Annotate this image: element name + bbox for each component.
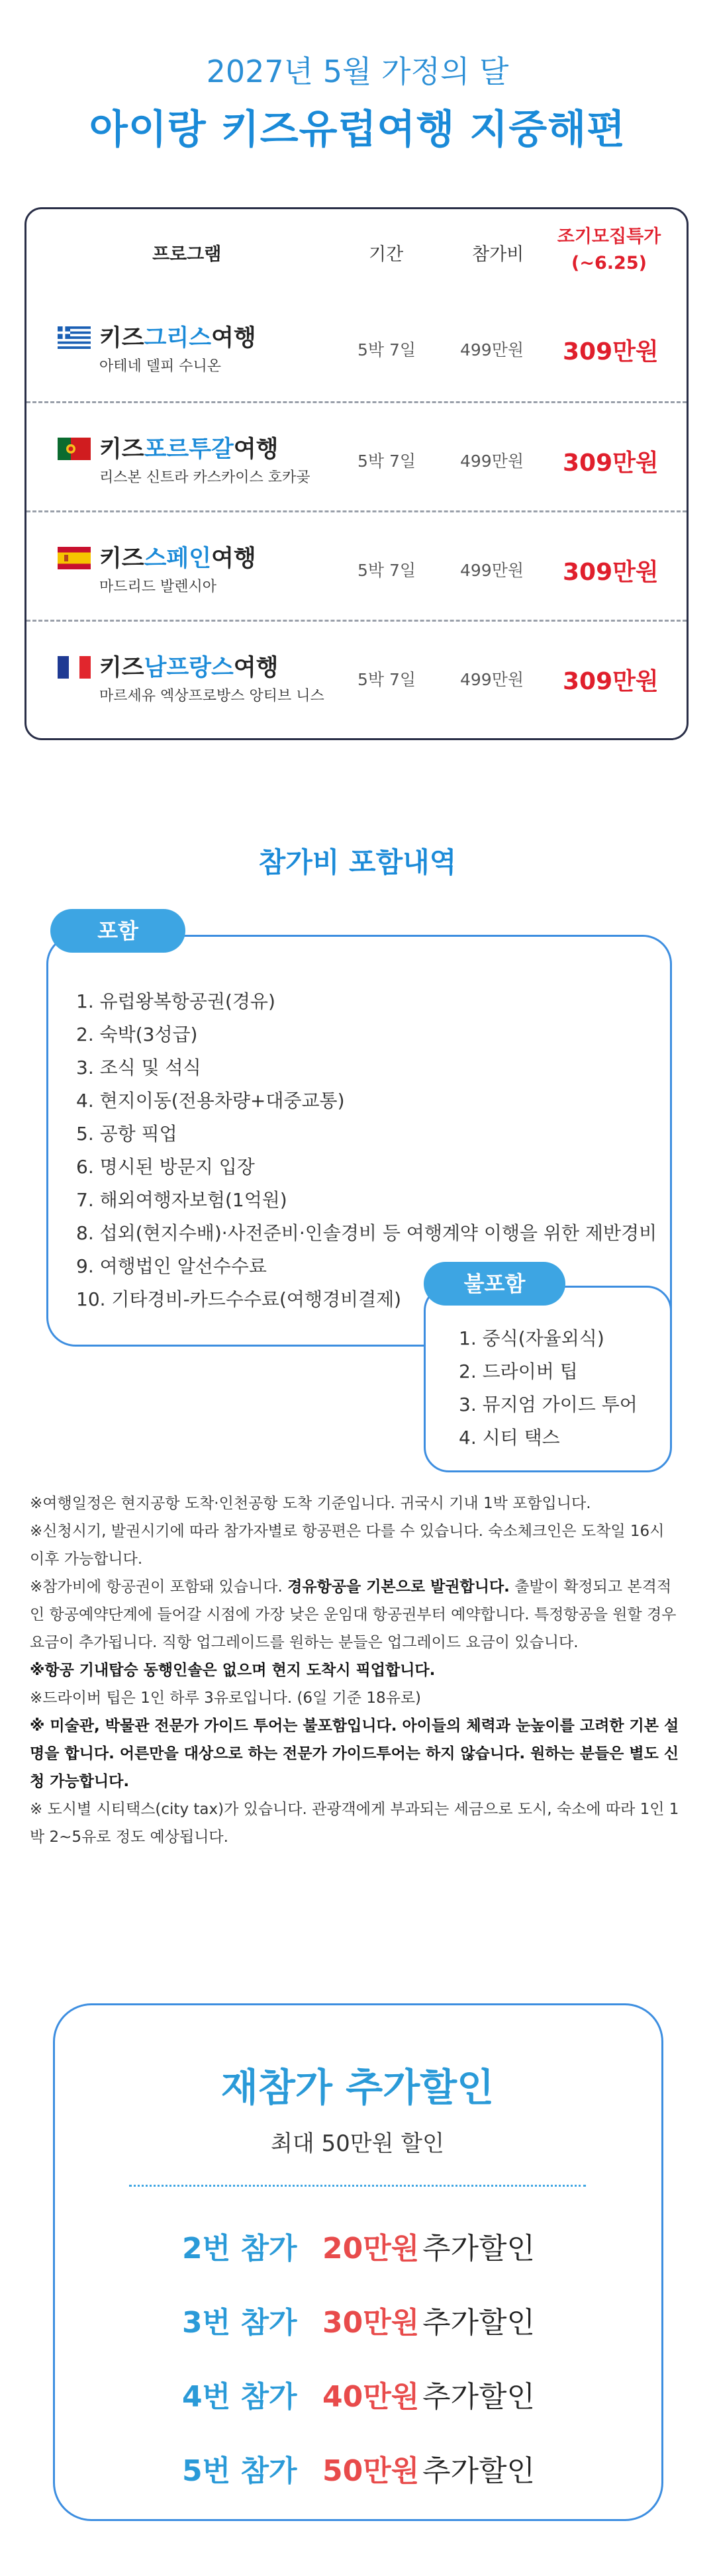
discount-count: 2번 참가 [182,2232,297,2266]
list-item: 7. 해외여행자보험(1억원) [76,1189,287,1211]
header-subtitle: 2027년 5월 가정의 달 [206,54,509,89]
note: ※여행일정은 현지공항 도착·인천공항 도착 기준입니다. 귀국시 기내 1박 포함입니다. [30,1495,591,1512]
header-early-price: 조기모집특가 (~6.25) [557,226,661,273]
program-fee: 499만원 [460,670,524,689]
header-duration: 기간 [369,244,404,265]
list-item: 8. 섭외(현지수배)·사전준비·인솔경비 등 여행계약 이행을 위한 제반경비 [76,1222,657,1244]
discount-amount: 50만원 [322,2454,420,2488]
table-row [26,401,687,512]
discount-text: 추가할인 [422,2454,536,2488]
program-duration: 5박 7일 [358,340,416,359]
spain-flag-icon [58,547,91,569]
table-row [26,292,687,401]
note: ※ 도시별 시티택스(city tax)가 있습니다. 관광객에게 부과되는 세금으로 도시, 숙소에 따라 1인 1박 2~5유로 정도 예상됩니다. [30,1801,679,1846]
portugal-flag-icon [58,438,91,460]
program-price: 309만원 [563,668,659,695]
divider [129,2185,586,2187]
discount-count: 4번 참가 [182,2380,297,2414]
list-item: 5. 공항 픽업 [76,1123,177,1145]
program-cities: 마르세유 엑상프로방스 앙티브 니스 [99,688,324,704]
program-duration: 5박 7일 [358,561,416,580]
discount-amount: 40만원 [322,2380,420,2414]
list-item: 6. 명시된 방문지 입장 [76,1156,255,1178]
discount-amount: 30만원 [322,2306,420,2340]
program-price: 309만원 [563,559,659,586]
included-list [76,985,657,1316]
list-item: 1. 유럽왕복항공권(경유) [76,990,275,1012]
program-name: 키즈포르투갈여행 [99,436,279,463]
discount-amount: 20만원 [322,2232,420,2266]
discount-row [182,2447,579,2487]
inclusions-title: 참가비 포함내역 [258,846,457,879]
program-cities: 마드리드 발렌시아 [99,579,217,595]
program-cities: 리스본 신트라 카스카이스 호카곶 [99,469,310,486]
program-fee: 499만원 [460,561,524,580]
program-cities: 아테네 델피 수니온 [99,358,222,375]
excluded-label: 불포함 [424,1262,565,1306]
list-item: 3. 조식 및 석식 [76,1057,201,1078]
list-item: 9. 여행법인 알선수수료 [76,1255,267,1277]
program-price: 309만원 [563,450,659,477]
table-row [26,620,687,731]
discount-subtitle: 최대 50만원 할인 [271,2130,444,2157]
program-fee: 499만원 [460,340,524,359]
included-label: 포함 [50,909,185,953]
discount-text: 추가할인 [422,2232,536,2266]
note: ※참가비에 항공권이 포함돼 있습니다. 경유항공을 기본으로 발권합니다. 출발이 확정되고 본격적인 항공예약단계에 들어갈 시점에 가장 낮은 운임대 항공권부터 예약합니다. 특정항공을 원할 경우 요금이 추가됩니다. 직항 업그레이드를 원하는 분들은 업그레이드 요금이 있습니다. [30,1578,677,1651]
list-item: 3. 뮤지엄 가이드 투어 [459,1394,638,1415]
note: ※드라이버 팁은 1인 하루 3유로입니다. (6일 기준 18유로) [30,1690,422,1707]
page-title: 아이랑 키즈유럽여행 지중해편 [89,107,626,153]
program-price: 309만원 [563,338,659,365]
notes-section [30,1490,682,1851]
list-item: 2. 드라이버 팁 [459,1360,578,1382]
table-header [26,209,687,292]
france-flag-icon [58,656,91,679]
list-item: 10. 기타경비-카드수수료(여행경비결제) [76,1288,402,1310]
program-name: 키즈남프랑스여행 [99,655,279,681]
discount-row [182,2373,579,2412]
discount-count: 3번 참가 [182,2306,297,2340]
list-item: 2. 숙박(3성급) [76,1024,198,1045]
discount-count: 5번 참가 [182,2454,297,2488]
program-name: 키즈그리스여행 [99,325,256,352]
excluded-list [459,1322,638,1455]
table-row [26,510,687,622]
header-program: 프로그램 [152,244,222,265]
program-duration: 5박 7일 [358,452,416,471]
list-item: 4. 시티 택스 [459,1427,560,1449]
discount-text: 추가할인 [422,2380,536,2414]
list-item: 4. 현지이동(전용차량+대중교통) [76,1090,345,1112]
program-duration: 5박 7일 [358,670,416,689]
header-fee: 참가비 [472,244,524,265]
note: ※ 미술관, 박물관 전문가 가이드 투어는 불포함입니다. 아이들의 체력과 눈높이를 고려한 기본 설명을 합니다. 어른만을 대상으로 하는 전문가 가이드투어는 하지 않습니다. 원하는 분들은 별도 신청 가능합니다. [30,1717,679,1790]
program-table [24,207,689,740]
discount-row [182,2299,579,2338]
note: ※항공 기내탑승 동행인솔은 없으며 현지 도착시 픽업합니다. [30,1662,436,1679]
program-name: 키즈스페인여행 [99,546,256,572]
discount-text: 추가할인 [422,2306,536,2340]
list-item: 1. 중식(자율외식) [459,1327,604,1349]
program-fee: 499만원 [460,452,524,471]
discount-title: 재참가 추가할인 [220,2065,495,2110]
discount-row [182,2224,579,2264]
note: ※신청시기, 발권시기에 따라 참가자별로 항공편은 다를 수 있습니다. 숙소체크인은 도착일 16시 이후 가능합니다. [30,1523,665,1568]
greece-flag-icon [58,326,91,349]
